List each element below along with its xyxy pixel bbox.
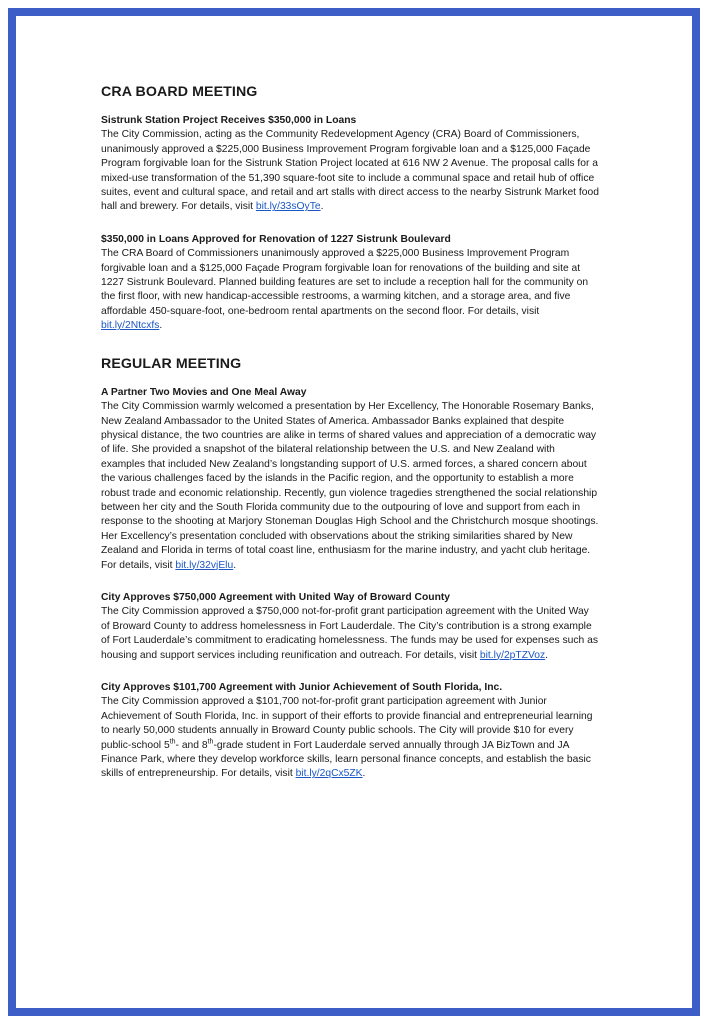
article-body: The City Commission approved a $101,700 not-for-profit grant participation agreement with Junior Achievement of South Florida, Inc. in support of their efforts to provide financial and entrepreneurial learning to nearly 50,000 students annually in Broward County public schools. The City will provide $10 for every public-school 5th- and 8th-grade student in Fort Lauderdale served annually through JA BizTown and JA Finance Park, where they develop workforce skills, learn personal finance concepts, and establish the basic skills of entrepreneurship. For details, visit bit.ly/2qCx5ZK. xyxy=(101,696,593,780)
article-new-zealand-partner xyxy=(101,386,599,573)
article-body: The City Commission warmly welcomed a presentation by Her Excellency, The Honorable Rosemary Banks, New Zealand Ambassador to the United States of America. Ambassador Banks explained that despite physical distance, the two countries are alike in terms of shared values and appreciation of a democratic way of life. She provided a snapshot of the bilateral relationship between the U.S. and New Zealand with examples that included New Zealand’s longstanding support of U.S. armed forces, a shared concern about the various challenges faced by the islands in the Pacific region, and the opportunity to establish a more robust trade and economic relationship. Recently, gun violence tragedies strengthened the social relationship between her city and the South Florida community due to the outpouring of love and support from each in response to the shooting at Marjory Stoneman Douglas High School and the Christchurch mosque shootings. Her Excellency’s presentation concluded with observations about the striking similarities shared by New Zealand and Florida in terms of total coast line, enthusiasm for the marine industry, and yacht club heritage. For details, visit bit.ly/32vjElu. xyxy=(101,401,599,571)
article-title: A Partner Two Movies and One Meal Away xyxy=(101,386,307,398)
article-title: City Approves $750,000 Agreement with United Way of Broward County xyxy=(101,591,451,603)
article-junior-achievement xyxy=(101,681,599,782)
section-title-cra-board-meeting: CRA BOARD MEETING xyxy=(101,84,258,100)
article-body: The City Commission approved a $750,000 not-for-profit grant participation agreement with the United Way of Broward County to address homelessness in Fort Lauderdale. The City’s contribution is a strong example of Fort Lauderdale’s commitment to eradicating homelessness. The funds may be used for expenses such as housing and support services including reunification and outreach. For details, visit bit.ly/2pTZVoz. xyxy=(101,606,598,661)
article-title: City Approves $101,700 Agreement with Junior Achievement of South Florida, Inc. xyxy=(101,682,503,693)
article-title: $350,000 in Loans Approved for Renovation of 1227 Sistrunk Boulevard xyxy=(101,233,451,245)
article-title: Sistrunk Station Project Receives $350,000 in Loans xyxy=(101,115,357,126)
article-body: The City Commission, acting as the Community Redevelopment Agency (CRA) Board of Commissioners, unanimously approved a $225,000 Business Improvement Program forgivable loan and a $125,000 Façade Program forgivable loan for the Sistrunk Station Project located at 616 NW 2 Avenue. The proposal calls for a mixed-use transformation of the 51,390 square-foot site to include a communal space and retail hub of office suites, event and cultural space, and retail and art stalls with direct access to the nearby Sistrunk Market food hall and brewery. For details, visit bit.ly/33sOyTe. xyxy=(101,129,599,213)
details-link[interactable]: bit.ly/2qCx5ZK xyxy=(295,768,363,780)
article-1227-sistrunk xyxy=(101,233,599,334)
article-sistrunk-station xyxy=(101,114,599,215)
section-title-regular-meeting: REGULAR MEETING xyxy=(101,355,242,372)
details-link[interactable]: bit.ly/2pTZVoz xyxy=(479,649,546,661)
details-link[interactable]: bit.ly/33sOyTe xyxy=(255,201,321,213)
article-body: The CRA Board of Commissioners unanimously approved a $225,000 Business Improvement Program forgivable loan and a $125,000 Façade Program forgivable loan for renovations of the building and site at 1227 Sistrunk Boulevard. Planned building features are set to include a reception hall for the community on the first floor, with new handicap-accessible restrooms, a warming kitchen, and a storage area, and five affordable 450-square-foot, one-bedroom rental apartments on the second floor. For details, visit bit.ly/2Ntcxfs. xyxy=(101,248,589,332)
details-link[interactable]: bit.ly/32vjElu xyxy=(175,559,234,571)
article-united-way xyxy=(101,591,599,663)
details-link[interactable]: bit.ly/2Ntcxfs xyxy=(101,320,160,332)
document-content xyxy=(101,84,599,800)
